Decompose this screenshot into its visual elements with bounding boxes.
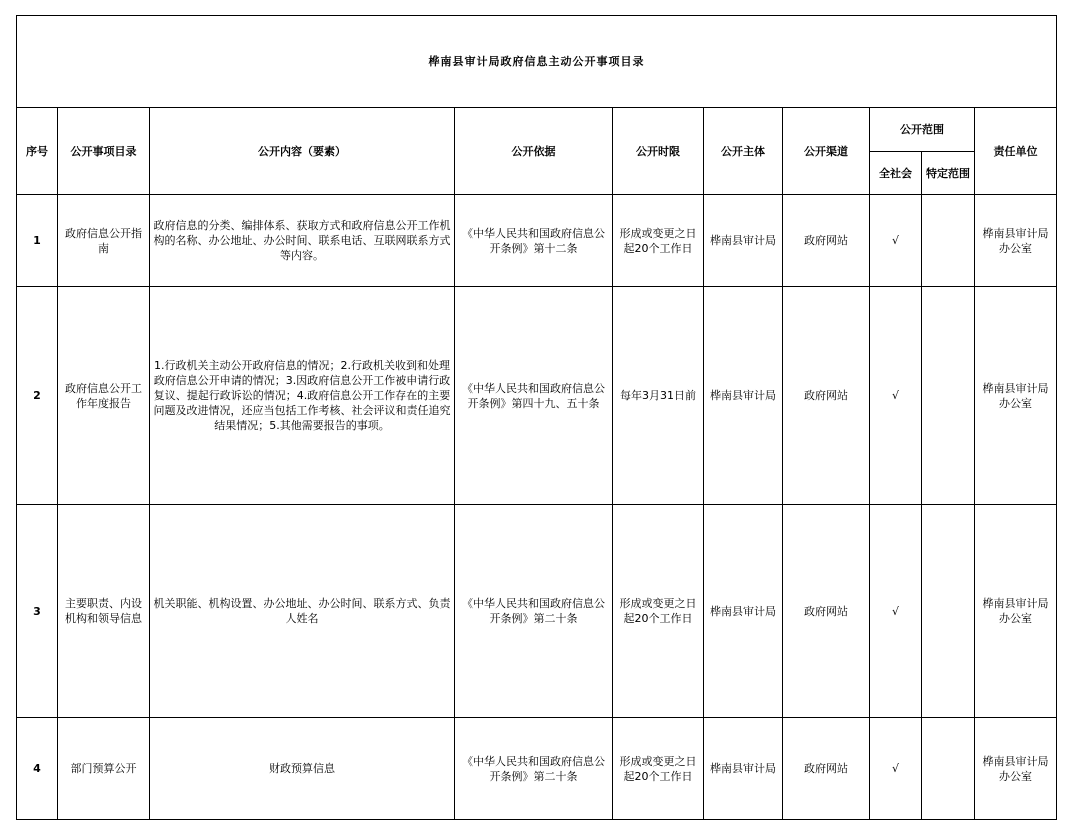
row-subject: 桦南县审计局	[704, 287, 783, 505]
row-scope-specific	[922, 287, 975, 505]
table-row	[17, 718, 1057, 820]
row-unit-line1: 桦南县审计局	[982, 754, 1049, 768]
row-content: 1.行政机关主动公开政府信息的情况；2.行政机关收到和处理政府信息公开申请的情况；3.因政府信息公开工作被申请行政复议、提起行政诉讼的情况；4.政府信息公开工作存在的主要问题及改进情况，还应当包括工作考核、社会评议和责任追究结果情况；5.其他需要报告的事项。	[150, 287, 455, 505]
row-basis: 《中华人民共和国政府信息公开条例》第四十九、五十条	[455, 287, 613, 505]
header-content: 公开内容（要素）	[150, 108, 455, 195]
row-time: 形成或变更之日起20个工作日	[613, 505, 704, 718]
page-title: 桦南县审计局政府信息主动公开事项目录	[17, 16, 1057, 108]
row-time: 形成或变更之日起20个工作日	[613, 718, 704, 820]
row-unit	[975, 505, 1057, 718]
row-seq: 1	[17, 195, 58, 287]
row-time: 形成或变更之日起20个工作日	[613, 195, 704, 287]
row-unit	[975, 718, 1057, 820]
row-seq: 4	[17, 718, 58, 820]
row-item: 主要职责、内设机构和领导信息	[58, 505, 150, 718]
row-scope-specific	[922, 505, 975, 718]
row-item: 政府信息公开指南	[58, 195, 150, 287]
row-scope-all: √	[870, 505, 922, 718]
row-seq: 3	[17, 505, 58, 718]
row-item: 政府信息公开工作年度报告	[58, 287, 150, 505]
header-time: 公开时限	[613, 108, 704, 195]
row-basis: 《中华人民共和国政府信息公开条例》第二十条	[455, 718, 613, 820]
row-unit-line1: 桦南县审计局	[982, 381, 1049, 395]
row-scope-all: √	[870, 287, 922, 505]
row-unit-line1: 桦南县审计局	[982, 597, 1049, 610]
row-item: 部门预算公开	[58, 718, 150, 820]
row-channel: 政府网站	[783, 287, 870, 505]
header-scope: 公开范围	[870, 108, 975, 152]
header-unit: 责任单位	[975, 108, 1057, 195]
header-scope-all: 全社会	[870, 152, 922, 195]
header-scope-specific: 特定范围	[922, 152, 975, 195]
row-subject: 桦南县审计局	[704, 195, 783, 287]
row-channel: 政府网站	[783, 195, 870, 287]
row-subject: 桦南县审计局	[704, 505, 783, 718]
row-scope-specific	[922, 195, 975, 287]
row-basis: 《中华人民共和国政府信息公开条例》第十二条	[455, 195, 613, 287]
row-channel: 政府网站	[783, 718, 870, 820]
row-unit	[975, 195, 1057, 287]
table-row	[17, 195, 1057, 287]
row-channel: 政府网站	[783, 505, 870, 718]
row-unit-line2: 办公室	[999, 241, 1033, 255]
row-content: 财政预算信息	[150, 718, 455, 820]
table-row	[17, 505, 1057, 718]
row-scope-all: √	[870, 718, 922, 820]
header-channel: 公开渠道	[783, 108, 870, 195]
row-seq: 2	[17, 287, 58, 505]
row-unit	[975, 287, 1057, 505]
row-scope-all: √	[870, 195, 922, 287]
row-subject: 桦南县审计局	[704, 718, 783, 820]
row-content: 机关职能、机构设置、办公地址、办公时间、联系方式、负责人姓名	[150, 505, 455, 718]
row-content: 政府信息的分类、编排体系、获取方式和政府信息公开工作机构的名称、办公地址、办公时间、联系电话、互联网联系方式等内容。	[150, 195, 455, 287]
row-unit-line2: 办公室	[999, 612, 1033, 625]
row-basis: 《中华人民共和国政府信息公开条例》第二十条	[455, 505, 613, 718]
header-basis: 公开依据	[455, 108, 613, 195]
header-item: 公开事项目录	[58, 108, 150, 195]
row-unit-line1: 桦南县审计局	[982, 226, 1049, 240]
row-scope-specific	[922, 718, 975, 820]
header-seq: 序号	[17, 108, 58, 195]
table-row	[17, 287, 1057, 505]
row-unit-line2: 办公室	[999, 396, 1033, 410]
row-time: 每年3月31日前	[613, 287, 704, 505]
header-subject: 公开主体	[704, 108, 783, 195]
catalog-table	[16, 15, 1057, 820]
row-unit-line2: 办公室	[999, 769, 1033, 783]
